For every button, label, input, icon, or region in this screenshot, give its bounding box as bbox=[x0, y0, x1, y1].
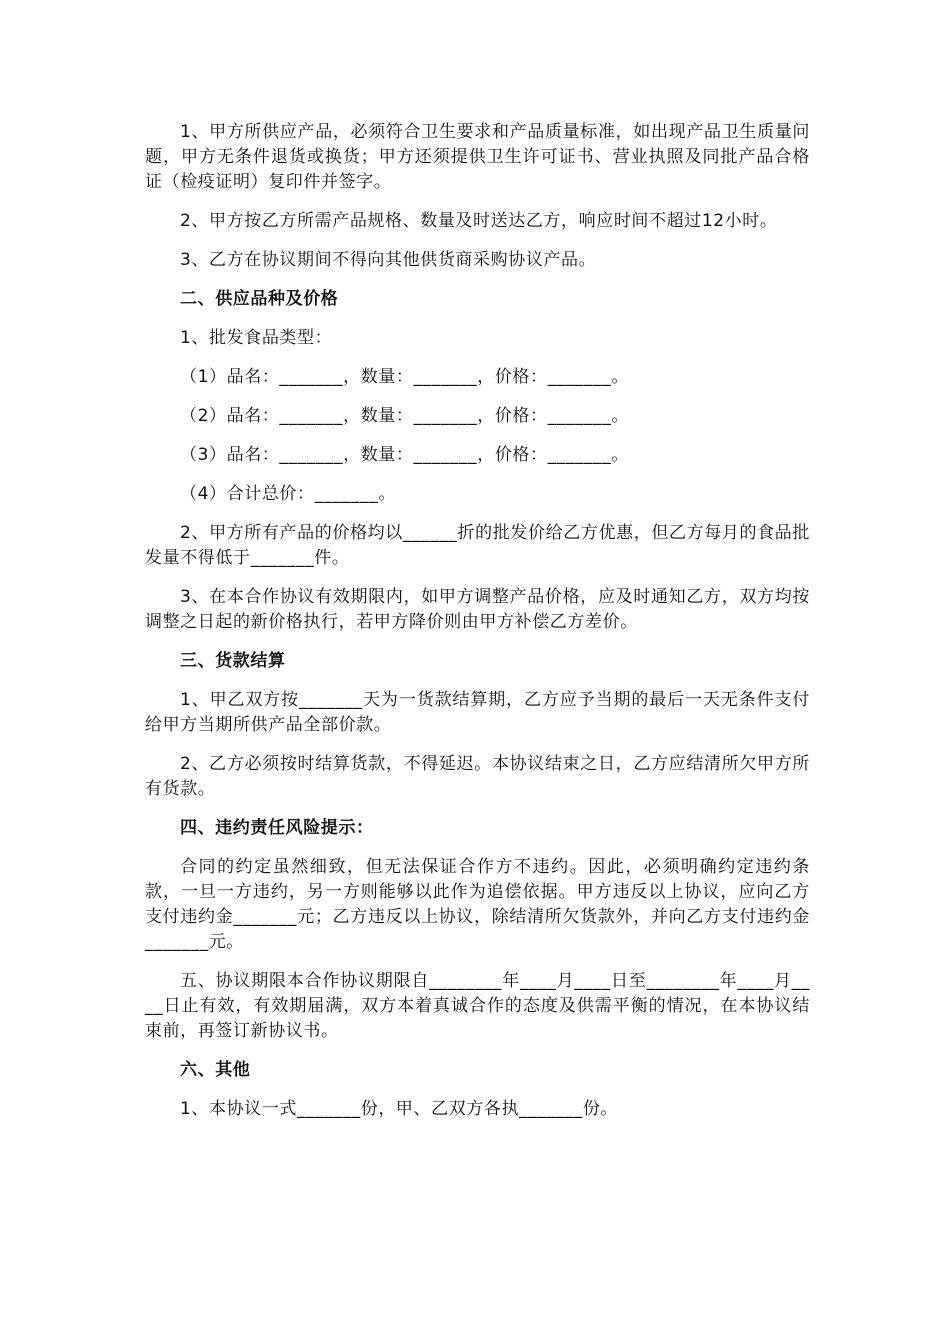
clause-4-1: 合同的约定虽然细致，但无法保证合作方不违约。因此，必须明确约定违约条款，一旦一方违约，另一方则能够以此作为追偿依据。甲方违反以上协议，应向乙方支付违约金_______元；乙方违反以上协议，除结清所欠货款外，并向乙方支付违约金_______元。 bbox=[145, 857, 810, 952]
item-3: （3）品名：_______，数量：_______，价格：_______。 bbox=[180, 445, 629, 465]
clause-5: 五、协议期限本合作协议期限自________年____月____日至________年____月____日止有效，有效期届满，双方本着真诚合作的态度及供需平衡的情况，在本协议结束前，再签订新协议书。 bbox=[145, 971, 810, 1041]
clause-1-3: 3、乙方在协议期间不得向其他供货商采购协议产品。 bbox=[180, 250, 597, 270]
section-2-heading: 二、供应品种及价格 bbox=[180, 289, 339, 309]
section-4-heading: 四、违约责任风险提示： bbox=[180, 818, 374, 838]
clause-1-2: 2、甲方按乙方所需产品规格、数量及时送达乙方，响应时间不超过12小时。 bbox=[180, 211, 778, 231]
document-body bbox=[145, 120, 810, 1136]
clause-1-1: 1、甲方所供应产品，必须符合卫生要求和产品质量标准，如出现产品卫生质量问题，甲方无条件退货或换货；甲方还须提供卫生许可证书、营业执照及同批产品合格证（检疫证明）复印件并签字。 bbox=[145, 122, 810, 192]
clause-2-2: 2、甲方所有产品的价格均以______折的批发价给乙方优惠，但乙方每月的食品批发量不得低于_______件。 bbox=[145, 523, 810, 568]
clause-6-1: 1、本协议一式_______份，甲、乙双方各执_______份。 bbox=[180, 1099, 619, 1119]
section-6-heading: 六、其他 bbox=[180, 1060, 251, 1080]
clause-2-1: 1、批发食品类型： bbox=[180, 328, 333, 348]
item-1: （1）品名：_______，数量：_______，价格：_______。 bbox=[180, 367, 629, 387]
clause-3-1: 1、甲乙双方按_______天为一货款结算期，乙方应予当期的最后一天无条件支付给甲方当期所供产品全部价款。 bbox=[145, 690, 810, 735]
clause-3-2: 2、乙方必须按时结算货款，不得延迟。本协议结束之日，乙方应结清所欠甲方所有货款。 bbox=[145, 754, 810, 799]
item-4-total: （4）合计总价：_______。 bbox=[180, 484, 396, 504]
section-3-heading: 三、货款结算 bbox=[180, 651, 286, 671]
clause-2-3: 3、在本合作协议有效期限内，如甲方调整产品价格，应及时通知乙方，双方均按调整之日起的新价格执行，若甲方降价则由甲方补偿乙方差价。 bbox=[145, 587, 810, 632]
item-2: （2）品名：_______，数量：_______，价格：_______。 bbox=[180, 406, 629, 426]
